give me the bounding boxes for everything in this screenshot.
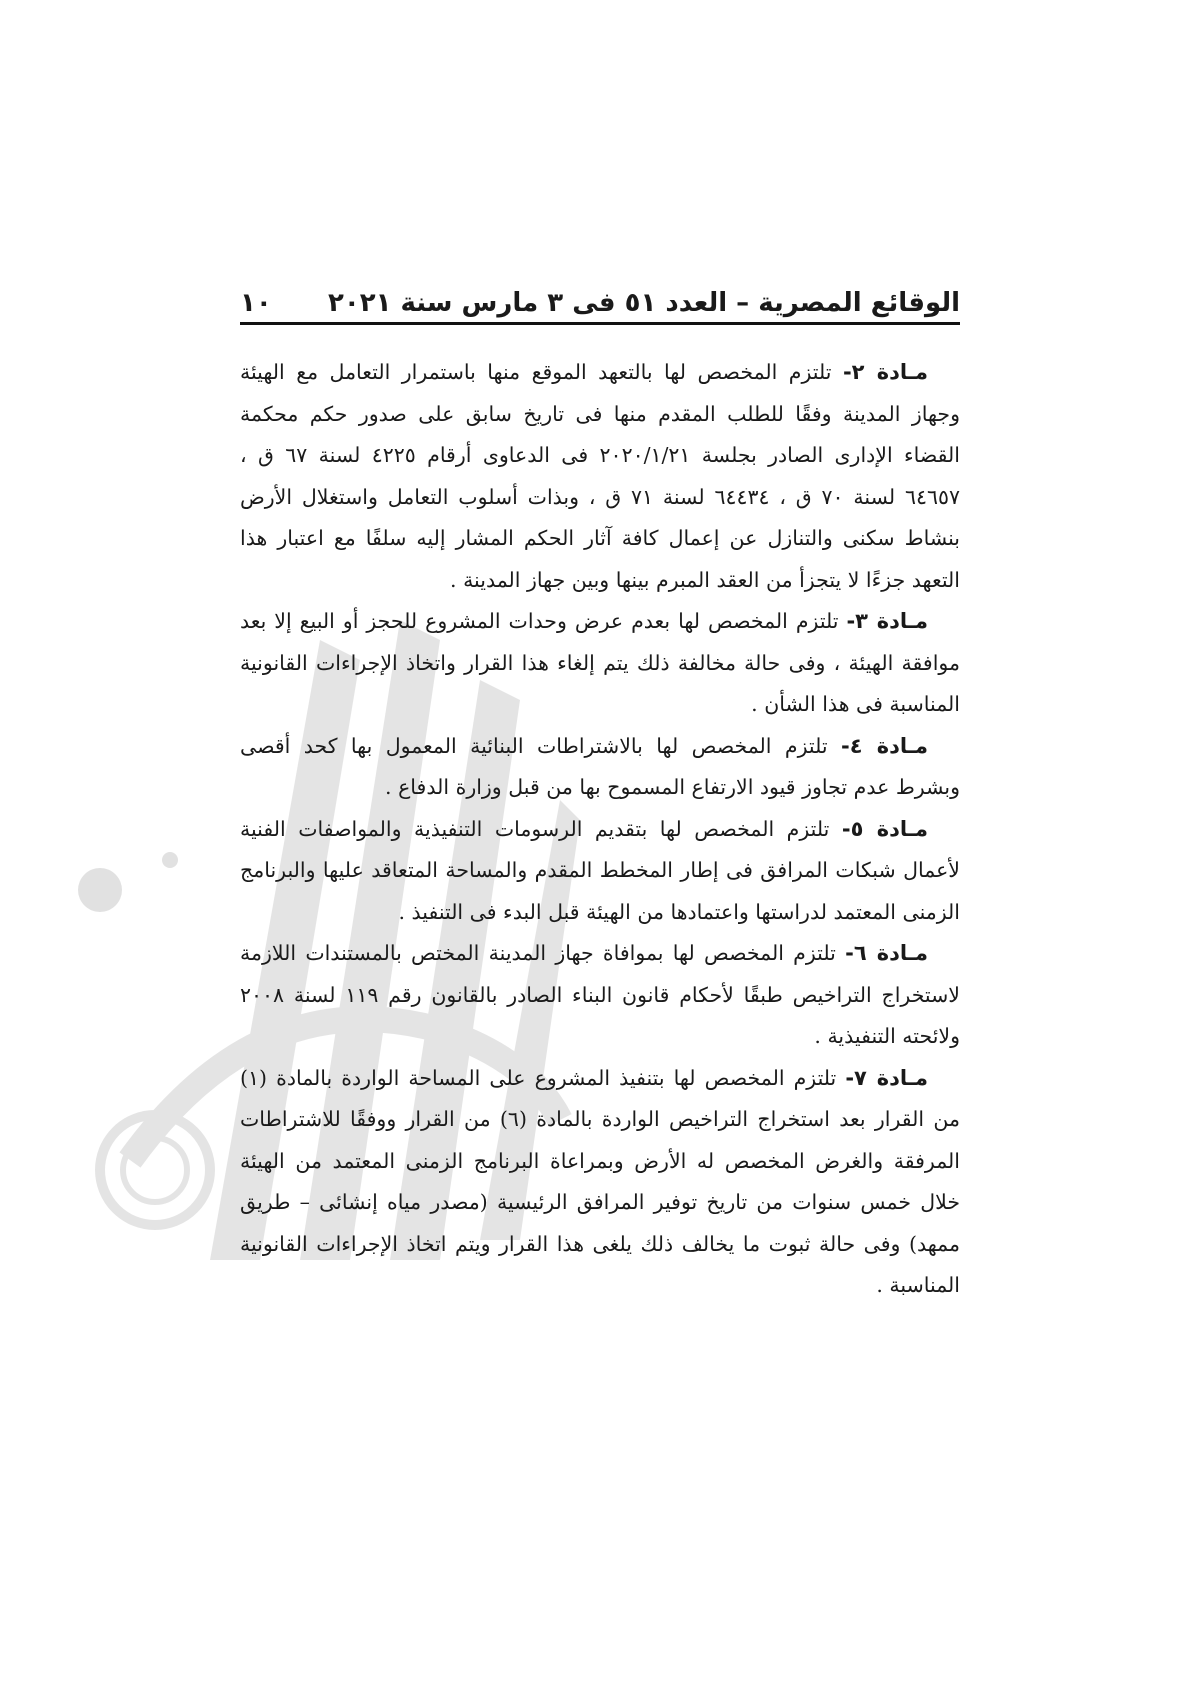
article-label: مـادة ٤-	[841, 733, 928, 758]
document-body	[240, 352, 960, 1307]
article-5	[240, 809, 960, 934]
gazette-title: الوقائع المصرية – العدد ٥١ فى ٣ مارس سنة ٢٠٢١	[328, 288, 960, 318]
article-label: مـادة ٥-	[841, 816, 928, 841]
article-label: مـادة ٣-	[846, 609, 928, 633]
article-2	[240, 352, 960, 601]
article-text: تلتزم المخصص لها بالاشتراطات البنائية المعمول بها كحد أقصى وبشرط عدم تجاوز قيود الارتفاع المسموح بها من قبل وزارة الدفاع .	[240, 733, 960, 799]
page-header	[240, 272, 960, 318]
article-text: تلتزم المخصص لها بتنفيذ المشروع على المساحة الواردة بالمادة (١) من القرار بعد استخراج التراخيص الواردة بالمادة (٦) من القرار ووفقًا للاشتراطات المرفقة والغرض المخصص له الأرض وبمراعاة البرنامج الزمنى المعتمد من الهيئة خلال خمس سنوات من تاريخ توفير المرافق الرئيسية (مصدر مياه إنشائى – طريق ممهد) وفى حالة ثبوت ما يخالف ذلك يلغى هذا القرار ويتم اتخاذ الإجراءات القانونية المناسبة .	[240, 1065, 960, 1297]
page-number: ١٠	[240, 288, 272, 318]
article-text: تلتزم المخصص لها بموافاة جهاز المدينة المختص بالمستندات اللازمة لاستخراج التراخيص طبقًا لأحكام قانون البناء الصادر بالقانون رقم ١١٩ لسنة ٢٠٠٨ ولائحته التنفيذية .	[240, 941, 960, 1048]
article-label: مـادة ٢-	[842, 360, 928, 384]
article-label: مـادة ٦-	[845, 941, 928, 965]
article-4	[240, 726, 960, 809]
article-6	[240, 933, 960, 1058]
header-divider	[240, 322, 960, 325]
article-text: تلتزم المخصص لها بتقديم الرسومات التنفيذية والمواصفات الفنية لأعمال شبكات المرافق فى إطار المخطط المقدم والمساحة المتعاقد عليها والبرنامج الزمنى المعتمد لدراستها واعتمادها من الهيئة قبل البدء فى التنفيذ .	[240, 816, 960, 924]
article-7	[240, 1058, 960, 1307]
article-label: مـادة ٧-	[845, 1065, 928, 1090]
article-text: تلتزم المخصص لها بعدم عرض وحدات المشروع للحجز أو البيع إلا بعد موافقة الهيئة ، وفى حالة مخالفة ذلك يتم إلغاء هذا القرار واتخاذ الإجراءات القانونية المناسبة فى هذا الشأن .	[240, 609, 960, 716]
article-text: تلتزم المخصص لها بالتعهد الموقع منها باستمرار التعامل مع الهيئة وجهاز المدينة وفقًا للطلب المقدم منها فى تاريخ سابق على صدور حكم محكمة القضاء الإدارى الصادر بجلسة ٢٠٢٠/١/٢١ فى الدعاوى أرقام ٤٢٢٥ لسنة ٦٧ ق ، ٦٤٦٥٧ لسنة ٧٠ ق ، ٦٤٤٣٤ لسنة ٧١ ق ، وبذات أسلوب التعامل واستغلال الأرض بنشاط سكنى والتنازل عن إعمال كافة آثار الحكم المشار إليه سلفًا مع اعتبار هذا التعهد جزءًا لا يتجزأ من العقد المبرم بينها وبين جهاز المدينة .	[240, 360, 960, 592]
article-3	[240, 601, 960, 726]
